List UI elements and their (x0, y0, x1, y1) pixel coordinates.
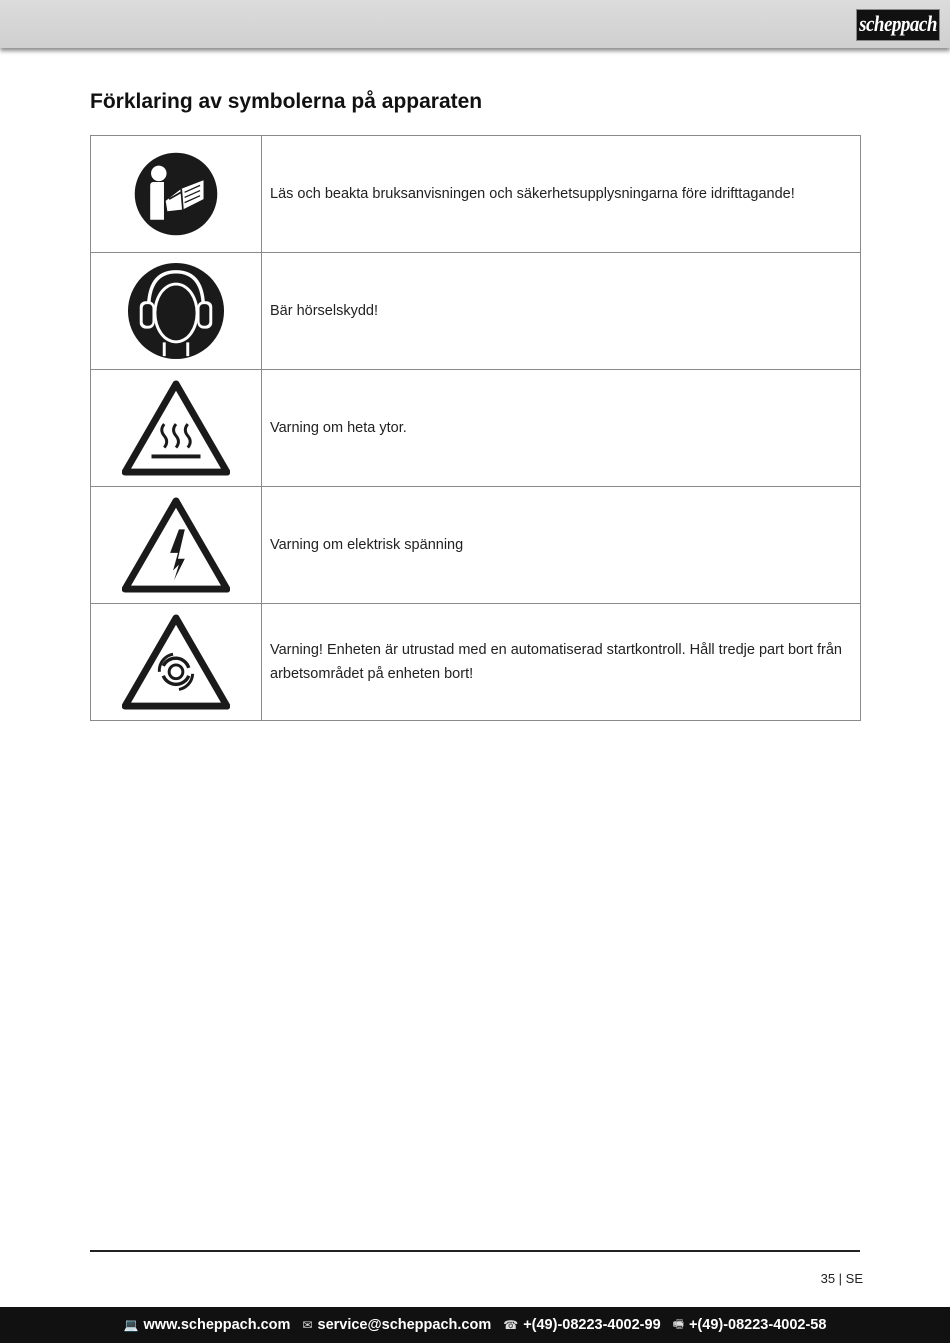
logo-text: scheppach (859, 12, 937, 37)
symbol-row (91, 253, 861, 370)
brand-logo (856, 9, 940, 41)
symbol-row (91, 604, 861, 721)
symbol-description: Varning om heta ytor. (262, 370, 861, 487)
electric-voltage-warning-icon (122, 496, 230, 594)
symbol-row (91, 370, 861, 487)
fax-icon: 🖷 (672, 1316, 684, 1331)
symbol-row (91, 487, 861, 604)
symbol-description: Varning! Enheten är utrustad med en automatiserad startkontroll. Håll tredje part bort från arbetsområdet på enheten bort! (262, 604, 861, 721)
fax-number: +(49)-08223-4002-58 (688, 1317, 827, 1333)
footer-divider (90, 1250, 860, 1252)
automatic-start-warning-icon (122, 613, 230, 711)
ear-protection-icon (127, 262, 225, 360)
website-link[interactable]: www.scheppach.com (143, 1317, 291, 1333)
symbol-table (90, 135, 861, 721)
symbol-icon-cell (91, 487, 262, 604)
symbol-icon-cell (91, 136, 262, 253)
symbol-icon-cell (91, 370, 262, 487)
hot-surface-warning-icon (122, 379, 230, 477)
read-manual-icon (133, 151, 219, 237)
phone-number: +(49)-08223-4002-99 (523, 1317, 661, 1333)
page-title: Förklaring av symbolerna på apparaten (90, 90, 483, 113)
phone-icon: ☎ (503, 1318, 519, 1332)
page-number: 35 | SE (820, 1271, 863, 1286)
symbol-description: Varning om elektrisk spänning (262, 487, 861, 604)
email-icon: ✉ (302, 1318, 313, 1332)
symbol-row (91, 136, 861, 253)
footer-email[interactable] (302, 1317, 491, 1333)
email-link[interactable]: service@scheppach.com (317, 1317, 492, 1333)
computer-icon: 💻 (123, 1318, 139, 1332)
symbol-description: Bär hörselskydd! (262, 253, 861, 370)
header-bar (0, 0, 950, 48)
footer-website[interactable] (124, 1317, 291, 1333)
symbol-icon-cell (91, 253, 262, 370)
footer-phone (503, 1317, 660, 1333)
footer-fax (673, 1315, 827, 1336)
symbol-description: Läs och beakta bruksanvisningen och säkerhetsupplysningarna före idrifttagande! (262, 136, 861, 253)
contact-footer (0, 1307, 950, 1343)
symbol-icon-cell (91, 604, 262, 721)
